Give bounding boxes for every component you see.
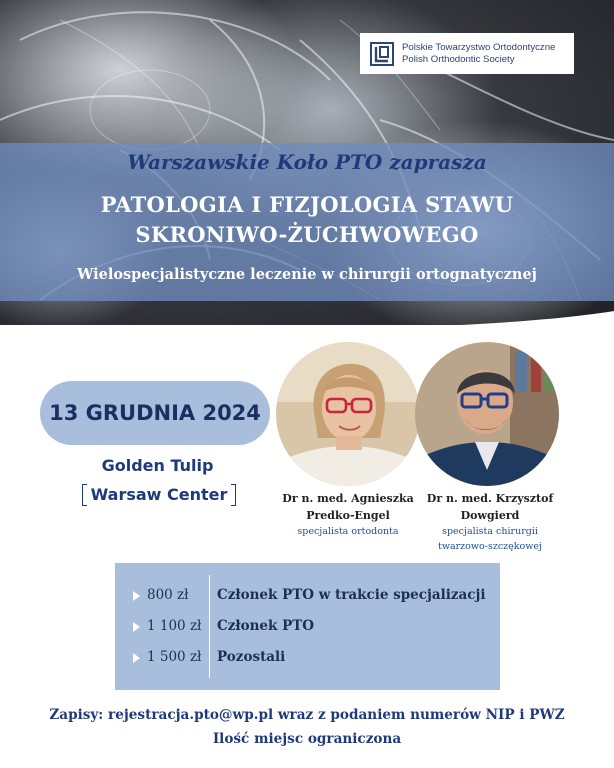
society-logo[interactable] [360, 33, 574, 74]
bracket-left [82, 484, 87, 506]
speaker-2-role-line-1: specjalista chirurgii [442, 526, 538, 537]
pto-logo-icon [370, 42, 394, 66]
price-amount: 1 500 zł [147, 649, 202, 665]
registration-info: Zapisy: rejestracja.pto@wp.pl wraz z podaniem numerów NIP i PWZ [49, 707, 565, 723]
speaker-1-name-line-1: Dr n. med. Agnieszka [282, 492, 414, 505]
speaker-photo-2 [415, 342, 559, 486]
venue-location-text: Warsaw Center [90, 485, 228, 504]
speaker-1-role-line-1: specjalista ortodonta [297, 526, 399, 537]
event-subtitle: Wielospecjalistyczne leczenie w chirurgii ortognatycznej [77, 266, 537, 283]
speaker-2-name-line-1: Dr n. med. Krzysztof [426, 492, 554, 505]
event-title-line-1: PATOLOGIA I FIZJOLOGIA STAWU [100, 192, 514, 217]
price-amount: 1 100 zł [147, 618, 202, 634]
limited-seats-note: Ilość miejsc ograniczona [212, 731, 402, 747]
triangle-right-icon [133, 622, 140, 632]
event-title [0, 190, 614, 250]
venue-location [82, 482, 236, 508]
speaker-photo-1 [276, 342, 420, 486]
logo-line-2: Polish Orthodontic Society [402, 53, 515, 65]
speaker-name-2 [410, 490, 570, 524]
price-row [115, 647, 500, 669]
speaker-role-1 [268, 524, 428, 539]
speaker-role-2 [410, 524, 570, 554]
triangle-right-icon [133, 653, 140, 663]
speaker-1-name-line-2: Predko-Engel [306, 509, 390, 522]
logo-line-1: Polskie Towarzystwo Ortodontyczne [402, 41, 556, 53]
bracket-right [231, 484, 236, 506]
speaker-2-role-line-2: twarzowo-szczękowej [438, 541, 542, 552]
price-label: Pozostali [217, 649, 286, 665]
invite-heading: Warszawskie Koło PTO zaprasza [127, 150, 487, 174]
price-label: Członek PTO w trakcie specjalizacji [217, 587, 486, 603]
price-row [115, 585, 500, 607]
price-amount: 800 zł [147, 587, 189, 603]
pricing-table [115, 563, 500, 690]
triangle-right-icon [133, 591, 140, 601]
price-row [115, 616, 500, 638]
price-label: Członek PTO [217, 618, 315, 634]
logo-text [402, 42, 555, 66]
speaker-2-name-line-2: Dowgierd [460, 509, 520, 522]
event-title-line-2: SKRONIWO-ŻUCHWOWEGO [135, 222, 479, 247]
event-date-badge: 13 GRUDNIA 2024 [40, 381, 270, 445]
speaker-name-1 [268, 490, 428, 524]
venue-name: Golden Tulip [101, 456, 214, 475]
